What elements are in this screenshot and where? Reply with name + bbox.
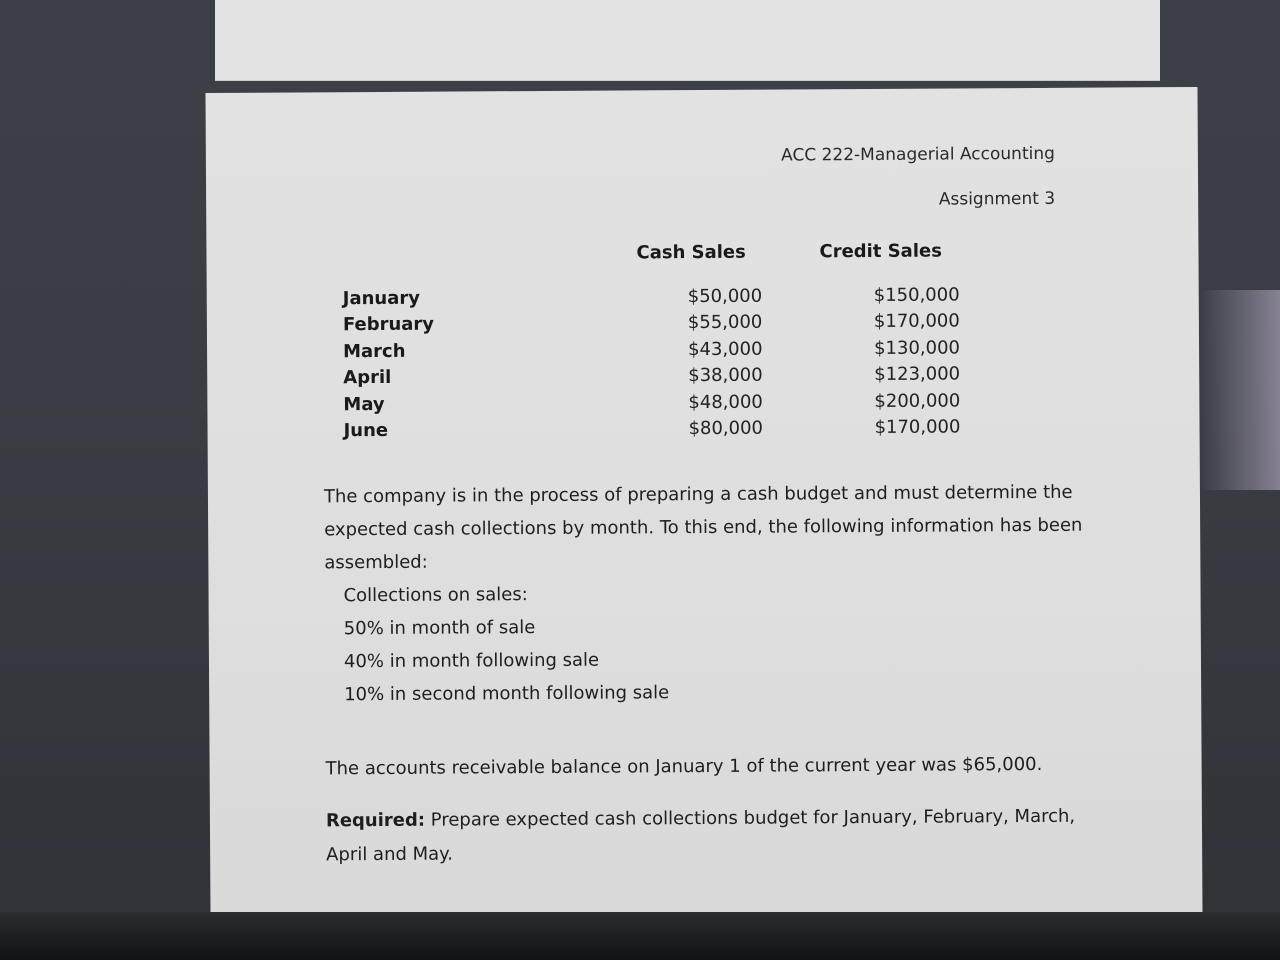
month-label: January [342, 287, 421, 310]
collections-title: Collections on sales: [343, 584, 528, 607]
sales-table [207, 283, 1200, 447]
list-item: 40% in month following sale [343, 649, 600, 673]
cash-sales-value: $55,000 [687, 312, 763, 334]
list-item: 50% in month of sale [343, 617, 536, 640]
monitor-bezel [0, 912, 1280, 960]
cash-sales-value: $43,000 [687, 338, 763, 360]
document-page [205, 87, 1202, 919]
intro-paragraph: The company is in the process of preparing a cash budget and must determine the expected cash collections by month. To this end, the following information has been assembled: [323, 481, 1083, 574]
month-label: March [343, 340, 406, 362]
collections-list [343, 577, 669, 711]
credit-sales-value: $130,000 [873, 337, 961, 359]
cash-sales-value: $48,000 [688, 391, 763, 413]
cash-sales-value: $38,000 [688, 364, 763, 387]
cash-sales-header: Cash Sales [636, 241, 746, 264]
credit-sales-value: $150,000 [873, 284, 960, 306]
month-label: May [343, 393, 385, 415]
month-label: February [342, 314, 435, 336]
previous-page [215, 0, 1160, 81]
course-title: ACC 222-Managerial Accounting [781, 143, 1055, 166]
ar-balance-text: The accounts receivable balance on January 1 of the current year was $65,000. [325, 753, 1043, 780]
month-label: June [343, 419, 389, 442]
credit-sales-value: $170,000 [873, 310, 960, 333]
credit-sales-value: $123,000 [874, 363, 961, 386]
credit-sales-value: $200,000 [874, 389, 961, 412]
required-text: Prepare expected cash collections budget for January, February, March, April and May. [326, 805, 1076, 866]
assignment-title: Assignment 3 [938, 188, 1056, 210]
table-row [207, 415, 1199, 447]
required-paragraph [326, 800, 1106, 873]
credit-sales-header: Credit Sales [819, 240, 942, 263]
month-label: April [343, 367, 392, 389]
list-item: 10% in second month following sale [344, 682, 670, 706]
screen-glare [1200, 290, 1280, 490]
cash-sales-value: $50,000 [687, 285, 763, 308]
credit-sales-value: $170,000 [874, 416, 961, 438]
required-label: Required: [325, 809, 426, 832]
cash-sales-value: $80,000 [688, 417, 764, 440]
